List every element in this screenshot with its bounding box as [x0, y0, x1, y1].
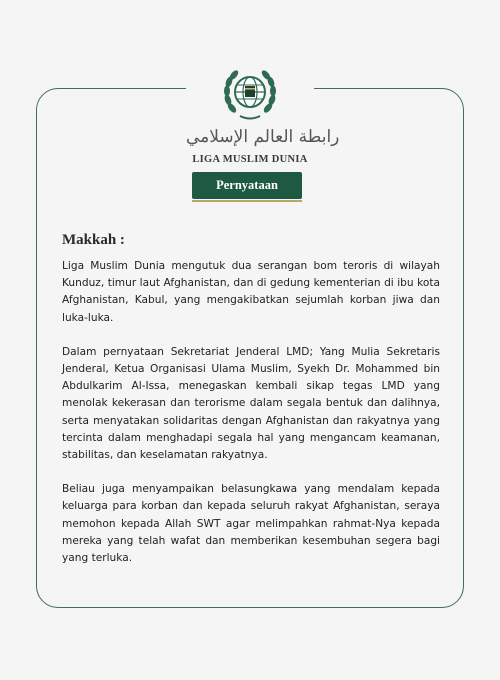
- statement-badge: Pernyataan: [192, 172, 302, 199]
- arabic-org-name: رابطة العالم الإسلامي: [186, 127, 340, 147]
- mwl-emblem-icon: [220, 64, 280, 124]
- statement-body: [62, 258, 440, 584]
- location-heading: Makkah :: [62, 232, 125, 248]
- paragraph-1: Liga Muslim Dunia mengutuk dua serangan bom teroris di wilayah Kunduz, timur laut Afghanistan, dan di gedung kementerian di ibu kota Afghanistan, Kabul, yang mengakibatkan sejumlah korban jiwa dan luka-luka.: [62, 260, 440, 324]
- paragraph-3: Beliau juga menyampaikan belasungkawa yang mendalam kepada keluarga para korban dan kepada seluruh rakyat Afghanistan, seraya memohon kepada Allah SWT agar melimpahkan rahmat-Nya kepada mereka yang telah wafat dan memberikan kesembuhan segera bagi yang terluka.: [62, 483, 440, 565]
- paragraph-2: Dalam pernyataan Sekretariat Jenderal LMD; Yang Mulia Sekretaris Jenderal, Ketua Organisasi Ulama Muslim, Syekh Dr. Mohammed bin Abdulkarim Al-Issa, menegaskan kembali sikap tegas LMD yang menolak kekerasan dan terorisme dalam segala bentuk dan dalihnya, serta menyatakan solidaritas dengan Afghanistan dan rakyatnya yang tercinta dalam menghadapi segala hal yang mengancam keamanan, stabilitas, dan keselamatan rakyatnya.: [62, 345, 440, 462]
- org-name: LIGA MUSLIM DUNIA: [192, 154, 308, 165]
